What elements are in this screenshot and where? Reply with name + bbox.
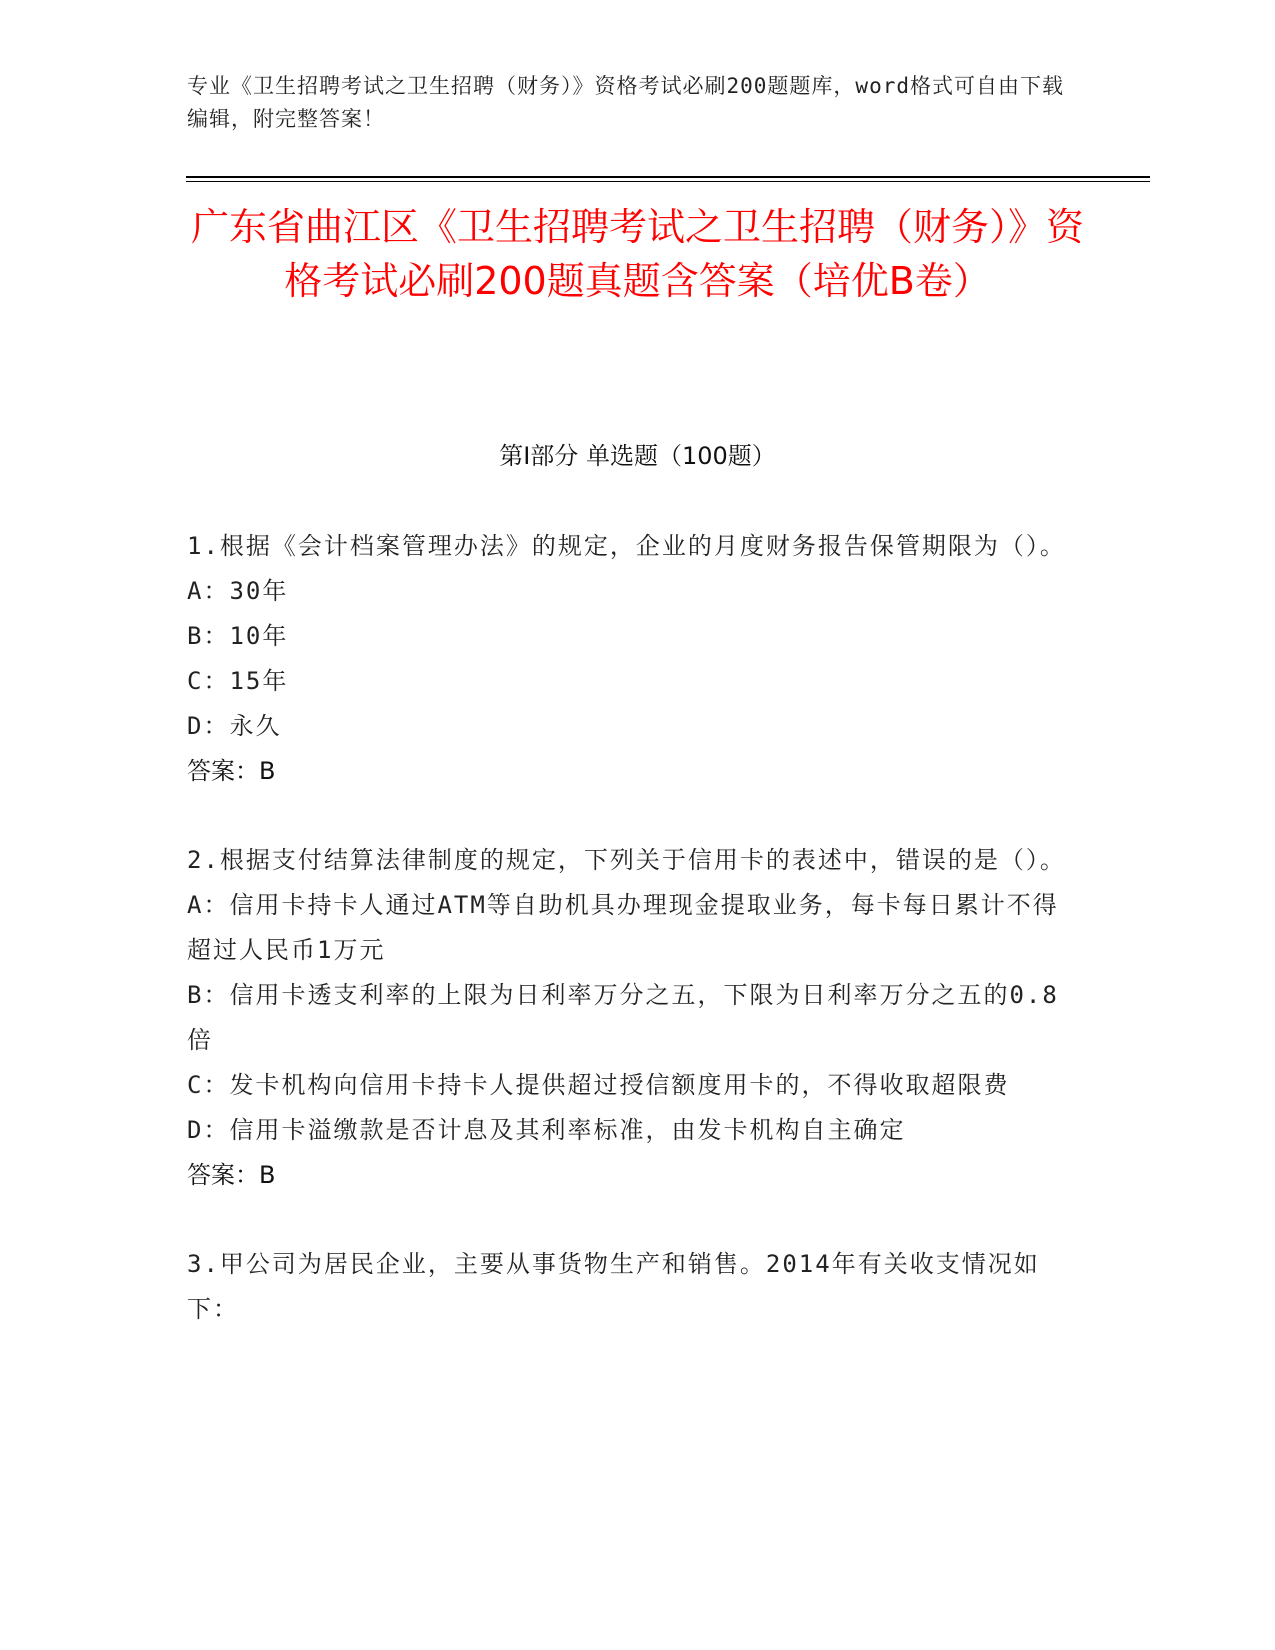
section-title: 第I部分 单选题（100题）	[499, 442, 776, 470]
answer: 答案：B	[187, 1161, 276, 1189]
document-title: 广东省曲江区《卫生招聘考试之卫生招聘（财务）》资格考试必刷200题真题含答案（培优B卷）	[190, 205, 1084, 303]
header-rule-thin	[186, 181, 1150, 182]
question-stem: 2.根据支付结算法律制度的规定，下列关于信用卡的表述中，错误的是（）。	[187, 846, 1066, 874]
option-d: D：信用卡溢缴款是否计息及其利率标准，由发卡机构自主确定	[187, 1116, 906, 1144]
option-c: C：15年	[187, 667, 289, 695]
option-d: D：永久	[187, 712, 282, 740]
option-b: B：10年	[187, 622, 289, 650]
header-note: 专业《卫生招聘考试之卫生招聘（财务）》资格考试必刷200题题库，word格式可自由下载编辑，附完整答案！	[187, 74, 1064, 131]
question-3	[187, 1242, 1077, 1332]
option-a: A：信用卡持卡人通过ATM等自助机具办理现金提取业务，每卡每日累计不得超过人民币1万元	[187, 891, 1059, 964]
question-list	[187, 524, 1077, 1332]
question-1	[187, 524, 1077, 794]
header-rule-thick	[186, 176, 1150, 178]
question-stem: 3.甲公司为居民企业，主要从事货物生产和销售。2014年有关收支情况如下：	[187, 1250, 1040, 1323]
option-b: B：信用卡透支利率的上限为日利率万分之五，下限为日利率万分之五的0.8倍	[187, 981, 1059, 1054]
option-a: A：30年	[187, 577, 289, 605]
answer: 答案：B	[187, 757, 276, 785]
question-2	[187, 838, 1077, 1198]
option-c: C：发卡机构向信用卡持卡人提供超过授信额度用卡的，不得收取超限费	[187, 1071, 1010, 1099]
question-stem: 1.根据《会计档案管理办法》的规定，企业的月度财务报告保管期限为（）。	[187, 532, 1066, 560]
